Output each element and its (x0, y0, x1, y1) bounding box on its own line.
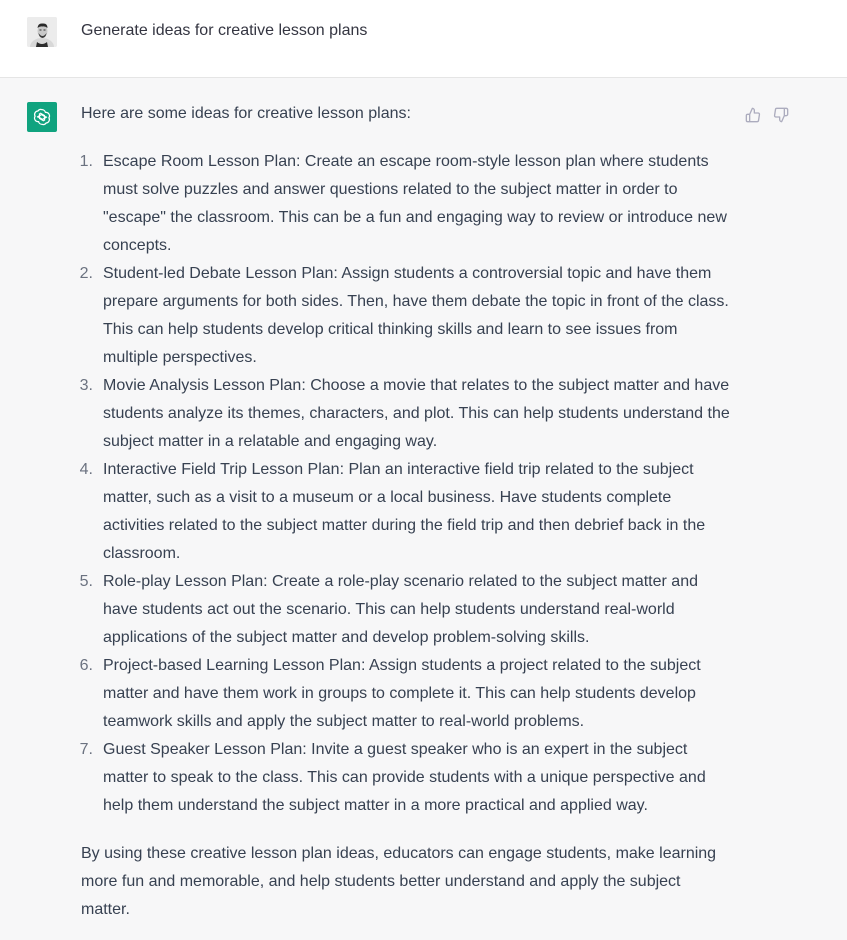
user-avatar (27, 17, 57, 47)
assistant-message-row (0, 78, 847, 940)
list-item (81, 456, 731, 568)
list-item (81, 260, 731, 372)
user-message-row (0, 0, 847, 78)
list-item-number: 3. (79, 377, 93, 394)
thumbs-down-icon (773, 107, 789, 123)
list-item (81, 568, 731, 652)
list-item-text: Guest Speaker Lesson Plan: Invite a guest speaker who is an expert in the subject matter to speak to the class. This can provide students with a unique perspective and help them understand the subject matter in a more practical and applied way. (103, 741, 706, 814)
thumbs-up-button[interactable] (745, 107, 761, 123)
assistant-outro: By using these creative lesson plan ideas, educators can engage students, make learning more fun and memorable, and help students better understand and apply the subject matter. (81, 845, 717, 918)
list-item-number: 6. (79, 657, 93, 674)
list-item-number: 1. (79, 153, 93, 170)
list-item-text: Escape Room Lesson Plan: Create an escape room-style lesson plan where students must solve puzzles and answer questions related to the subject matter in order to "escape" the classroom. This can be a fun and engaging way to review or introduce new concepts. (103, 153, 727, 254)
list-item-text: Interactive Field Trip Lesson Plan: Plan an interactive field trip related to the subject matter, such as a visit to a museum or a local business. Have students complete activities related to the subject matter during the field trip and then debrief back in the classroom. (103, 461, 706, 562)
list-item-number: 4. (79, 461, 93, 478)
list-item-text: Role-play Lesson Plan: Create a role-play scenario related to the subject matter and have students act out the scenario. This can help students understand real-world applications of the subject matter and develop problem-solving skills. (103, 573, 698, 646)
list-item-text: Movie Analysis Lesson Plan: Choose a movie that relates to the subject matter and have students analyze its themes, characters, and plot. This can help students understand the subject matter in a relatable and engaging way. (103, 377, 730, 450)
thumbs-up-icon (745, 107, 761, 123)
thumbs-down-button[interactable] (773, 107, 789, 123)
list-item (81, 372, 731, 456)
user-message-text: Generate ideas for creative lesson plans (81, 22, 368, 39)
list-item-text: Student-led Debate Lesson Plan: Assign students a controversial topic and have them prepare arguments for both sides. Then, have them debate the topic in front of the class. This can help students develop critical thinking skills and learn to see issues from multiple perspectives. (103, 265, 729, 366)
list-item-number: 5. (79, 573, 93, 590)
user-avatar-photo-icon (27, 17, 57, 47)
lesson-ideas-list (81, 148, 731, 820)
openai-logo-icon (32, 107, 52, 127)
list-item-number: 2. (79, 265, 93, 282)
list-item-text: Project-based Learning Lesson Plan: Assign students a project related to the subject matter and have them work in groups to complete it. This can help students develop teamwork skills and apply the subject matter to real-world problems. (103, 657, 701, 730)
list-item (81, 652, 731, 736)
assistant-message-content (81, 103, 731, 924)
feedback-buttons (745, 107, 789, 123)
assistant-intro: Here are some ideas for creative lesson plans: (81, 105, 411, 122)
list-item (81, 736, 731, 820)
list-item (81, 148, 731, 260)
list-item-number: 7. (79, 741, 93, 758)
assistant-avatar (27, 102, 57, 132)
